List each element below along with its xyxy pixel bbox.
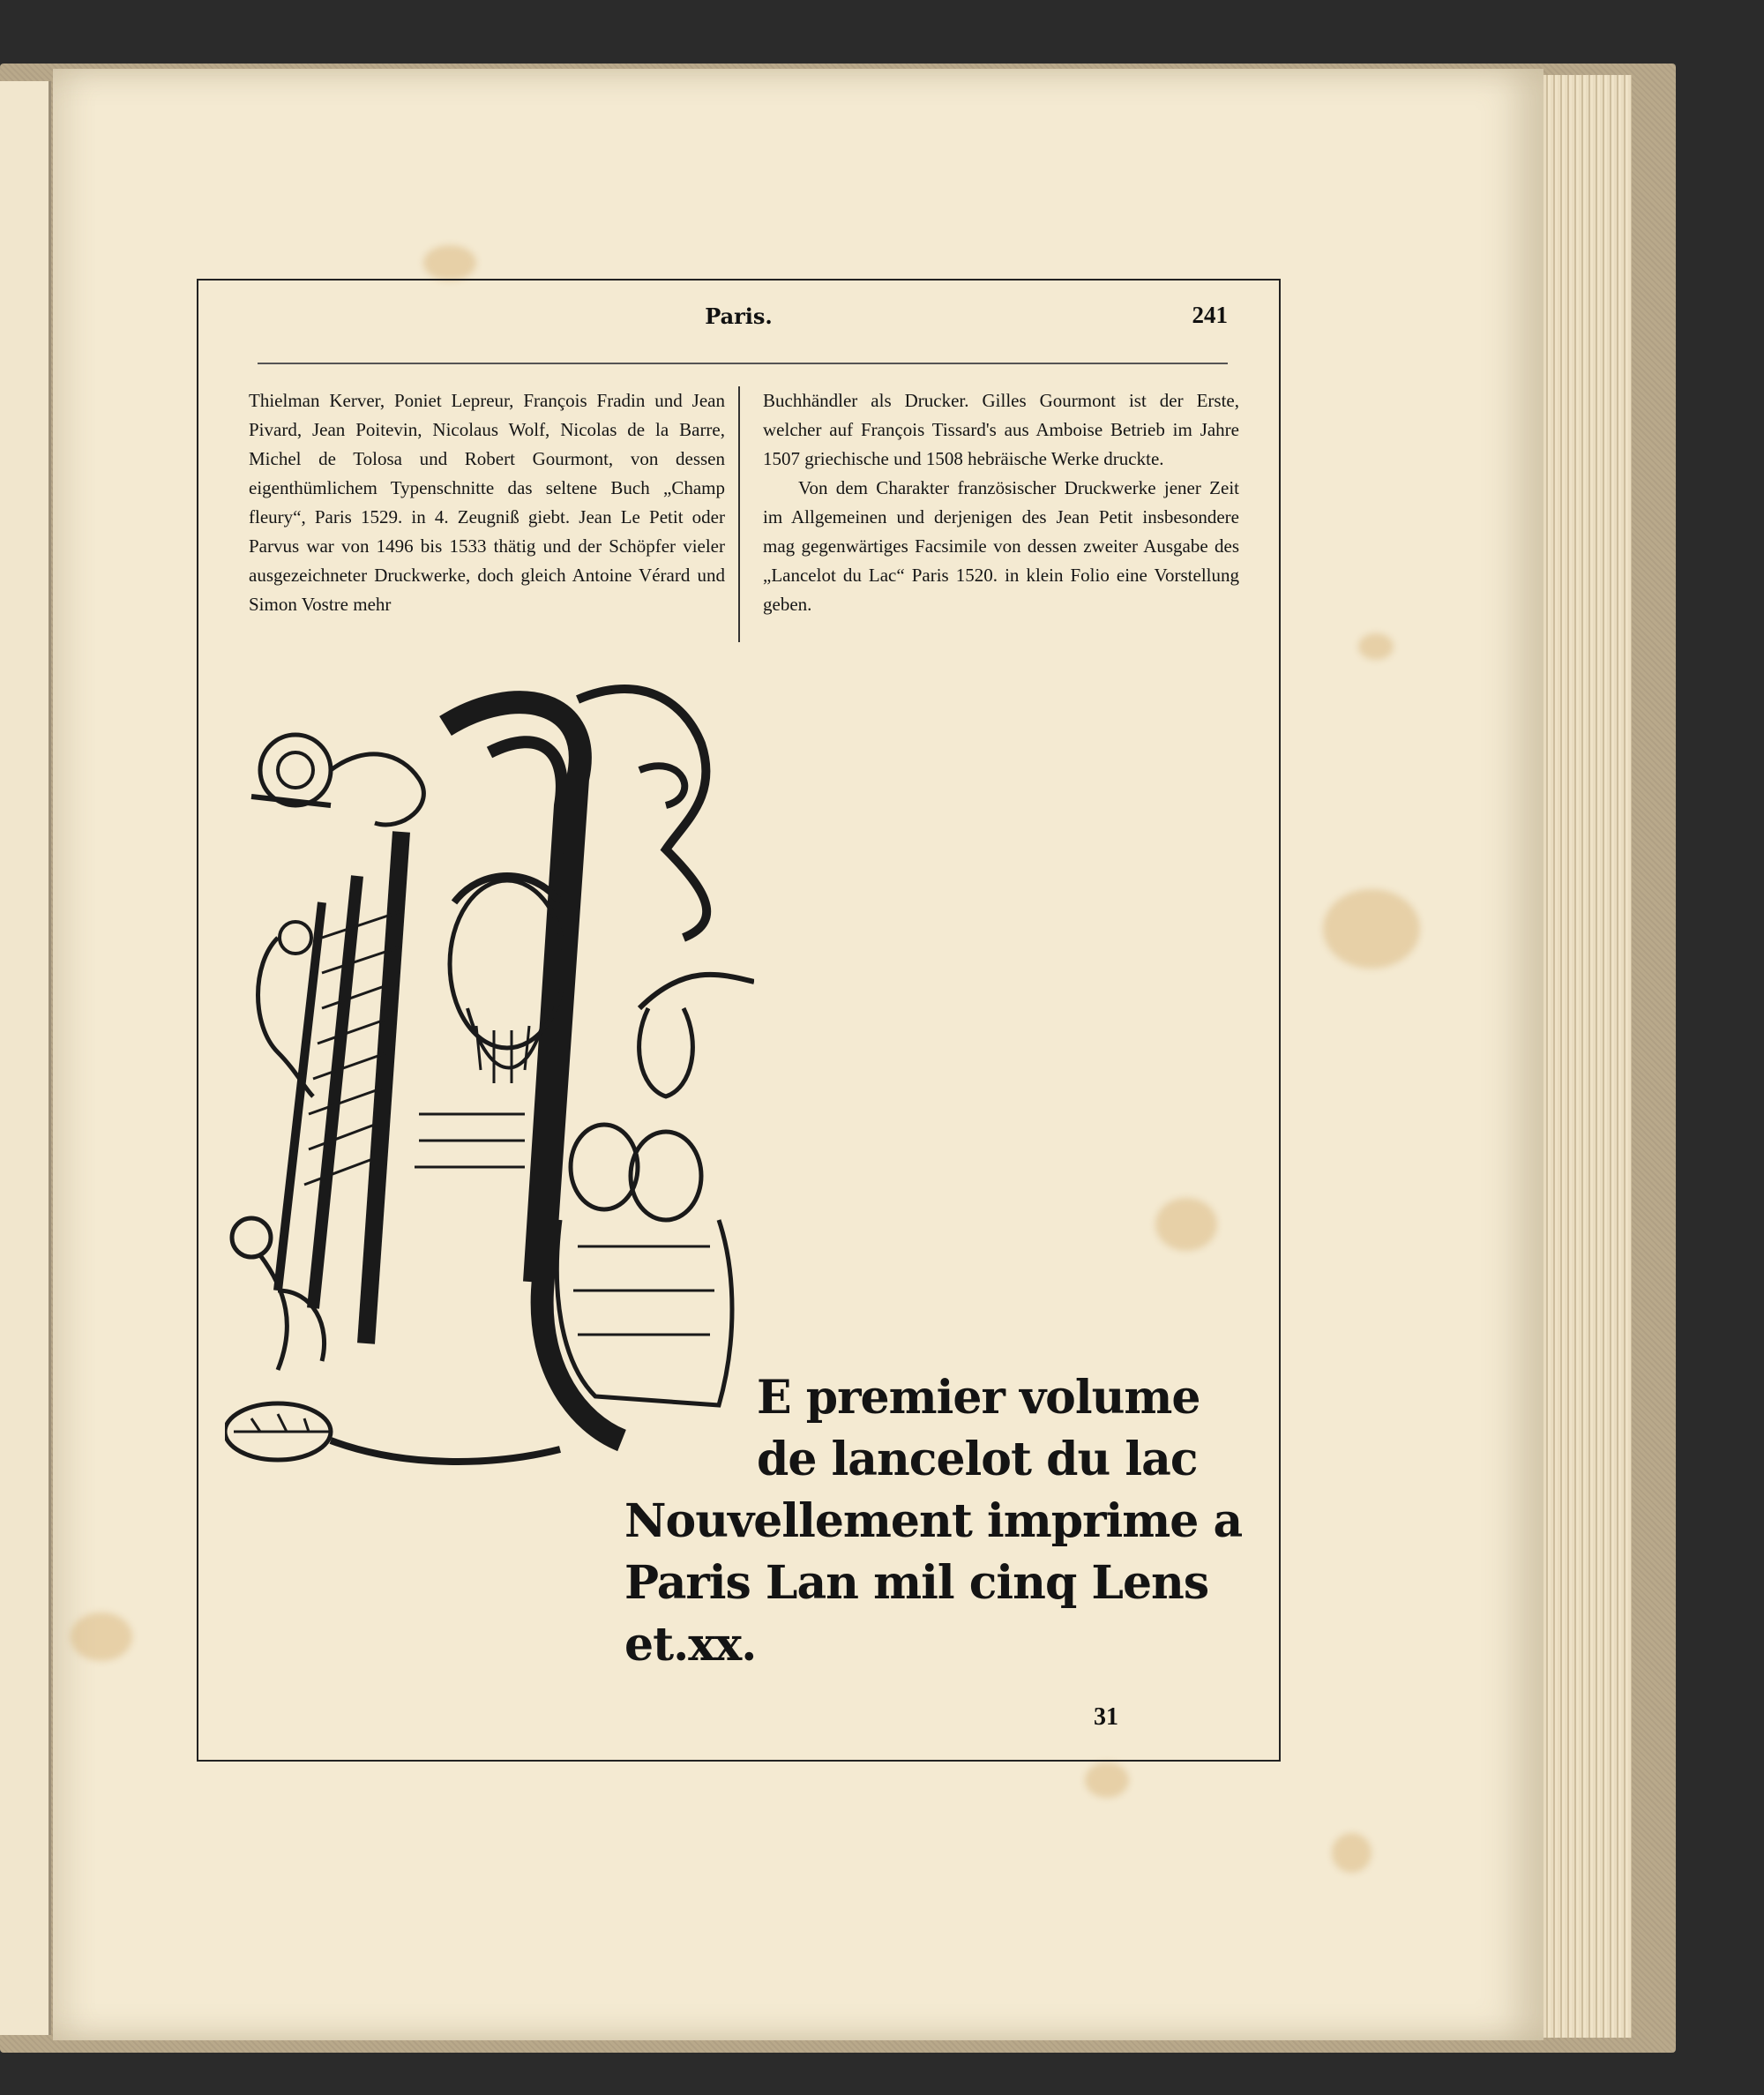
paragraph: Von dem Charakter französischer Druckwerke jener Zeit im Allgemeinen und derjenigen des Jean Petit insbesondere mag gegenwärtiges Facsimile von dessen zweiter Ausgabe des „Lancelot du Lac“ Paris 1520. in klein Folio eine Vorstellung geben. bbox=[763, 477, 1239, 615]
foxing-spot bbox=[1085, 1762, 1129, 1798]
foxing-spot bbox=[71, 1612, 132, 1661]
foxing-spot bbox=[1358, 633, 1394, 660]
facsimile-line: et.xx. bbox=[624, 1618, 757, 1672]
facsimile-line: E premier volume bbox=[757, 1371, 1200, 1425]
running-head: Paris. bbox=[705, 303, 773, 329]
header-rule bbox=[258, 363, 1228, 364]
foxing-spot bbox=[1332, 1833, 1372, 1873]
page-number: 241 bbox=[1192, 302, 1228, 328]
paragraph: Thielman Kerver, Poniet Lepreur, François Fradin und Jean Pivard, Jean Poitevin, Nicolaus Wolf, Nicolas de la Barre, Michel de Tolosa und Robert Gourmont, von dessen eigenthümlichem Typenschnitte das seltene Buch „Champ fleury“, Paris 1529. in 4. Zeugniß giebt. Jean Le Petit oder Parvus war von 1496 bis 1533 thätig und der Schöpfer vieler ausgezeichneter Druckwerke, doch gleich Antoine Vérard und Simon Vostre mehr bbox=[249, 390, 725, 615]
left-page-edge bbox=[0, 81, 51, 2035]
foxing-spot bbox=[423, 245, 476, 281]
facsimile-title bbox=[624, 1367, 1259, 1676]
text-column-left bbox=[249, 386, 725, 619]
foxing-spot bbox=[1323, 889, 1420, 969]
facsimile-line: de lancelot du lac bbox=[757, 1433, 1198, 1486]
printed-page-frame bbox=[197, 279, 1281, 1762]
paragraph: Buchhändler als Drucker. Gilles Gourmont ist der Erste, welcher auf François Tissard's aus Amboise Betrieb im Jahre 1507 griechische und 1508 hebräische Werke druckte. bbox=[763, 390, 1239, 469]
facsimile-line: Nouvellement imprime a bbox=[624, 1494, 1243, 1548]
facsimile-line: Paris Lan mil cinq Lens bbox=[624, 1556, 1209, 1610]
page-stack-edges bbox=[1544, 75, 1632, 2038]
text-column-right bbox=[763, 386, 1239, 619]
woodcut-initial-illustration bbox=[225, 673, 754, 1485]
signature-mark: 31 bbox=[1094, 1703, 1118, 1731]
column-divider bbox=[738, 386, 740, 642]
